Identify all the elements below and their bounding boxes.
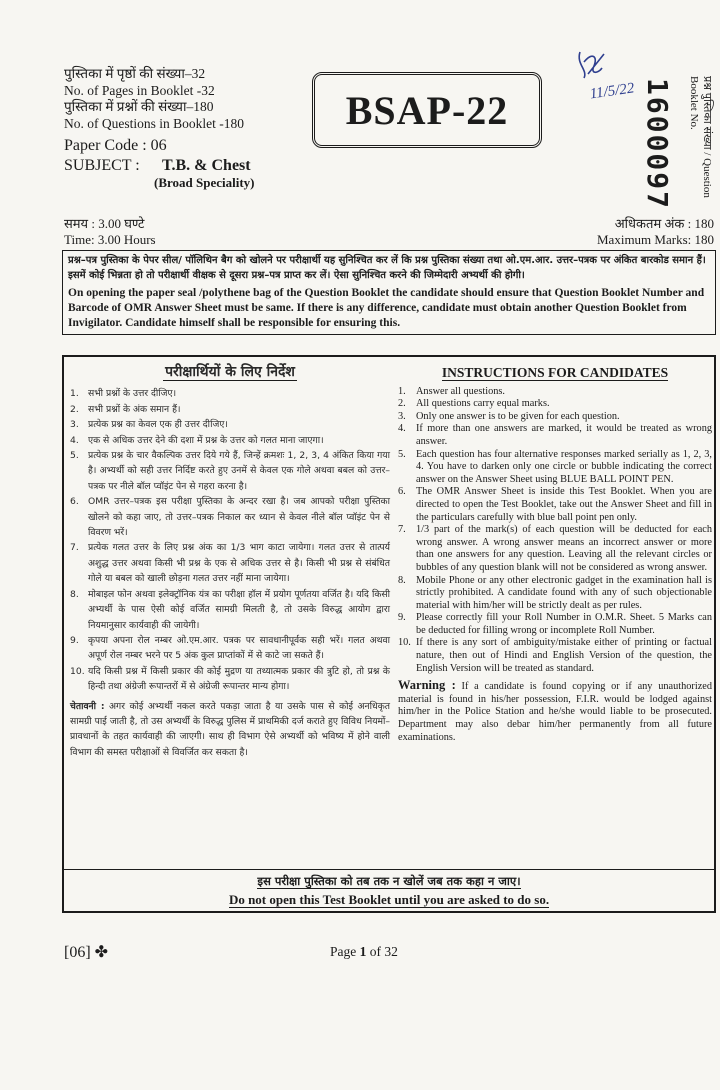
time-hindi: समय : 3.00 घण्टे bbox=[64, 216, 145, 231]
warning-english-text: If a candidate is found copying or if any unauthorized material is found in his/her possession, F.I.R. would be lodged against him/her in the Police Station and he/she would liable to be prosecuted. Department may also debar him/her permanently from all future examinations. bbox=[398, 681, 712, 743]
instructions-english-list bbox=[398, 386, 712, 676]
hi-item-text: OMR उत्तर–पत्रक इस परीक्षा पुस्तिका के अन्दर रखा है। जब आपको परीक्षा पुस्तिका खोलने को कहा जाए, तो उत्तर–पत्रक निकाल कर ध्यान से केवल नीले बॉल प्वॉइंट पेन से विवरण भरें। bbox=[88, 496, 390, 539]
hi-item-number: 6. bbox=[70, 496, 79, 508]
instructions-hindi-list bbox=[70, 386, 390, 694]
warning-hindi bbox=[70, 699, 390, 761]
hi-item-text: प्रत्येक प्रश्न के चार वैकल्पिक उत्तर दिये गये हैं, जिन्हें क्रमशः 1, 2, 3, 4 अंकित किया गया है। अभ्यर्थी को सही उत्तर निर्दिष्ट करते हुए उनमें से केवल एक गोले अथवा बबल को उत्तर–पत्रक पर नीले बॉल प्वॉइंट पेन से गहरा करना है। bbox=[88, 450, 390, 492]
hi-item-text: मोबाइल फोन अथवा इलेक्ट्रॉनिक यंत्र का परीक्षा हॉल में प्रयोग पूर्णतया वर्जित है। यदि किसी अभ्यर्थी के पास ऐसी कोई वर्जित सामग्री मिलती है, तो उसके विरुद्ध आयोग द्वारा नियमानुसार कार्यवाही की जायेगी। bbox=[88, 588, 390, 631]
paper-code: Paper Code : 06 bbox=[64, 137, 167, 154]
en-item-number: 8. bbox=[398, 574, 406, 586]
hi-item-number: 1. bbox=[70, 388, 79, 400]
subject bbox=[64, 156, 255, 175]
booklet-number-label: प्रश्न पुस्तिका संख्या / Question Booklet No. bbox=[688, 76, 713, 198]
hi-item-number: 10. bbox=[70, 665, 85, 677]
en-item-text: Only one answer is to be given for each question. bbox=[416, 410, 620, 422]
seal-notice-english: On opening the paper seal /polythene bag of the Question Booklet the candidate should ensure that Question Booklet Number and Barcode of OMR Answer Sheet must be same. If there is any difference, candidate must obtain another Question Booklet from Invigilator. Candidate himself shall be responsible for ensuring this. bbox=[68, 287, 705, 329]
hi-item-text: प्रत्येक गलत उत्तर के लिए प्रश्न अंक का 1/3 भाग काटा जायेगा। गलत उत्तर से तात्पर्य अशुद्ध उत्तर अथवा किसी भी प्रश्न के एक से अधिक उत्तर से है। किसी भी प्रश्न से संबंधित गोले या बबल को खाली छोड़ना गलत उत्तर नहीं माना जायेगा। bbox=[88, 542, 390, 585]
questions-hindi: पुस्तिका में प्रश्नों की संख्या–180 bbox=[64, 99, 214, 114]
en-item bbox=[398, 423, 712, 448]
hi-item bbox=[70, 494, 390, 540]
footer-divider bbox=[64, 869, 714, 870]
signature-date: 11/5/22 bbox=[588, 80, 636, 103]
en-item-number: 5. bbox=[398, 448, 406, 460]
time-english: Time: 3.00 Hours bbox=[64, 232, 156, 247]
subject-value: T.B. & Chest bbox=[162, 157, 251, 174]
en-item-number: 4. bbox=[398, 423, 406, 435]
marks bbox=[597, 216, 714, 248]
paper-code-footer: [06] bbox=[64, 944, 91, 961]
en-item-text: All questions carry equal marks. bbox=[416, 398, 550, 410]
hi-item bbox=[70, 402, 390, 417]
booklet-number: 1600097 bbox=[641, 78, 674, 211]
hi-item-number: 2. bbox=[70, 403, 79, 415]
hi-item-text: सभी प्रश्नों के अंक समान हैं। bbox=[88, 403, 181, 415]
hi-item bbox=[70, 664, 390, 695]
en-item bbox=[398, 575, 712, 613]
en-item-number: 2. bbox=[398, 398, 406, 410]
en-item-text: Each question has four alternative responses marked serially as 1, 2, 3, 4. You have to darken only one circle or bubble indicating the correct answer on the Answer Sheet using BLUE BALL POINT PEN. bbox=[416, 448, 712, 485]
booklet-info bbox=[64, 66, 255, 191]
hi-item-number: 8. bbox=[70, 588, 79, 600]
warning-english-label: Warning : bbox=[398, 678, 456, 693]
instructions-hindi bbox=[70, 365, 390, 760]
page-footer bbox=[64, 942, 664, 962]
exam-code: BSAP-22 bbox=[345, 87, 509, 133]
en-item bbox=[398, 524, 712, 574]
en-item bbox=[398, 398, 712, 411]
page-suffix: of 32 bbox=[366, 944, 398, 959]
hi-item-number: 5. bbox=[70, 450, 79, 462]
hi-item-text: एक से अधिक उत्तर देने की दशा में प्रश्न के उत्तर को गलत माना जाएगा। bbox=[88, 434, 324, 446]
en-item-number: 10. bbox=[398, 637, 411, 649]
do-not-open-english-text: Do not open this Test Booklet until you are asked to do so. bbox=[228, 892, 550, 907]
flower-symbol-icon: ✤ bbox=[94, 944, 109, 961]
instructions-english-title: INSTRUCTIONS FOR CANDIDATES bbox=[441, 365, 669, 380]
en-item-text: Answer all questions. bbox=[416, 385, 505, 397]
page-number bbox=[330, 944, 398, 960]
en-item bbox=[398, 411, 712, 424]
hi-item bbox=[70, 417, 390, 432]
questions-english: No. of Questions in Booklet -180 bbox=[64, 115, 244, 131]
instructions-hindi-title: परीक्षार्थियों के लिए निर्देश bbox=[165, 364, 295, 380]
hi-item bbox=[70, 633, 390, 664]
warning-english bbox=[398, 679, 712, 744]
hi-item-text: कृपया अपना रोल नम्बर ओ.एम.आर. पत्रक पर सावधानीपूर्वक सही भरें। गलत अथवा अपूर्ण रोल नम्बर भरने पर 5 अंक कुल प्राप्तांकों में से काटे जा सकते हैं। bbox=[88, 634, 390, 662]
en-item bbox=[398, 486, 712, 524]
en-item bbox=[398, 386, 712, 399]
hi-item-number: 3. bbox=[70, 419, 79, 431]
exam-code-box bbox=[312, 72, 542, 148]
en-item-text: Mobile Phone or any other electronic gadget in the examination hall is strictly prohibited. A candidate found with any of such objectionable material with him/her will be strictly dealt as per rules. bbox=[416, 574, 712, 611]
en-item-number: 7. bbox=[398, 524, 406, 536]
page-num: 1 bbox=[359, 944, 367, 959]
en-item-text: If more than one answers are marked, it would be treated as wrong answer. bbox=[416, 423, 712, 447]
hi-item-number: 7. bbox=[70, 542, 79, 554]
do-not-open-hindi bbox=[64, 874, 714, 889]
do-not-open-english bbox=[64, 892, 714, 908]
hi-item bbox=[70, 540, 390, 586]
warning-hindi-text: अगर कोई अभ्यर्थी नकल करते पकड़ा जाता है या उसके पास से कोई अनधिकृत सामग्री पाई जाती है, तो उस अभ्यर्थी के विरुद्ध पुलिस में प्राथमिकी दर्ज कराते हुए विविध नियमों–प्रावधानों के तहत कार्यवाही की जाएगी। साथ ही विभाग ऐसे अभ्यर्थी को भविष्य में होने वाली विभाग की समस्त परीक्षाओं से विवर्जित कर सकता है। bbox=[70, 700, 390, 758]
hi-item bbox=[70, 386, 390, 401]
hi-item-number: 9. bbox=[70, 634, 79, 646]
pages-english: No. of Pages in Booklet -32 bbox=[64, 82, 215, 98]
warning-hindi-label: चेतावनी : bbox=[70, 700, 105, 712]
instructions-box bbox=[62, 355, 716, 913]
en-item-number: 9. bbox=[398, 612, 406, 624]
marks-english: Maximum Marks: 180 bbox=[597, 232, 714, 247]
en-item bbox=[398, 449, 712, 487]
speciality: (Broad Speciality) bbox=[154, 175, 255, 190]
hi-item bbox=[70, 587, 390, 633]
page-prefix: Page bbox=[330, 944, 360, 959]
en-item-number: 6. bbox=[398, 486, 406, 498]
subject-label: SUBJECT : bbox=[64, 157, 140, 174]
hi-item-text: यदि किसी प्रश्न में किसी प्रकार की कोई मुद्रण या तथ्यात्मक प्रकार की त्रुटि हो, तो प्रश्न के हिन्दी तथा अंग्रेजी रूपान्तरों में से अंग्रेजी रूपान्तर मान्य होगा। bbox=[88, 665, 390, 693]
do-not-open-hindi-text: इस परीक्षा पुस्तिका को तब तक न खोलें जब तक कहा न जाए। bbox=[257, 874, 521, 888]
hi-item-text: सभी प्रश्नों के उत्तर दीजिए। bbox=[88, 388, 177, 400]
en-item bbox=[398, 612, 712, 637]
hi-item-text: प्रत्येक प्रश्न का केवल एक ही उत्तर दीजिए। bbox=[88, 419, 228, 431]
instructions-english bbox=[398, 365, 712, 744]
seal-notice bbox=[62, 250, 716, 335]
en-item-number: 1. bbox=[398, 385, 406, 397]
en-item-text: Please correctly fill your Roll Number in O.M.R. Sheet. 5 Marks can be deducted for filling wrong or incomplete Roll Number. bbox=[416, 612, 712, 636]
time-marks-row bbox=[64, 216, 714, 248]
hi-item-number: 4. bbox=[70, 434, 79, 446]
en-item-text: If there is any sort of ambiguity/mistake either of printing or factual nature, then out of Hindi and English Version of the question, the English Version will be treated as standard. bbox=[416, 637, 712, 674]
en-item-number: 3. bbox=[398, 410, 406, 422]
marks-hindi: अधिकतम अंक : 180 bbox=[614, 216, 714, 231]
hi-item bbox=[70, 448, 390, 494]
hi-item bbox=[70, 433, 390, 448]
en-item-text: 1/3 part of the mark(s) of each question will be deducted for each wrong answer. A wrong answer means an incorrect answer or more than one answers for any question. Leaving all the relevant circles or bubbles of any question blank will not be considered as wrong answer. bbox=[416, 524, 712, 573]
pages-hindi: पुस्तिका में पृष्ठों की संख्या–32 bbox=[64, 66, 206, 81]
en-item-text: The OMR Answer Sheet is inside this Test Booklet. When you are directed to open the Test Booklet, take out the Answer Sheet and fill in the particulars carefully with blue ball point pen only. bbox=[416, 486, 712, 523]
en-item bbox=[398, 637, 712, 675]
seal-notice-hindi: प्रश्न–पत्र पुस्तिका के पेपर सील/ पॉलिथिन बैग को खोलने पर परीक्षार्थी यह सुनिश्चित कर लें कि प्रश्न पुस्तिका संख्या तथा ओ.एम.आर. उत्तर–पत्रक पर अंकित बारकोड समान हैं। इसमें कोई भिन्नता हो तो परीक्षार्थी वीक्षक से दूसरा प्रश्न–पत्र प्राप्त कर लें। ऐसा सुनिश्चित करने की जिम्मेदारी अभ्यर्थी की होगी। bbox=[68, 255, 706, 281]
